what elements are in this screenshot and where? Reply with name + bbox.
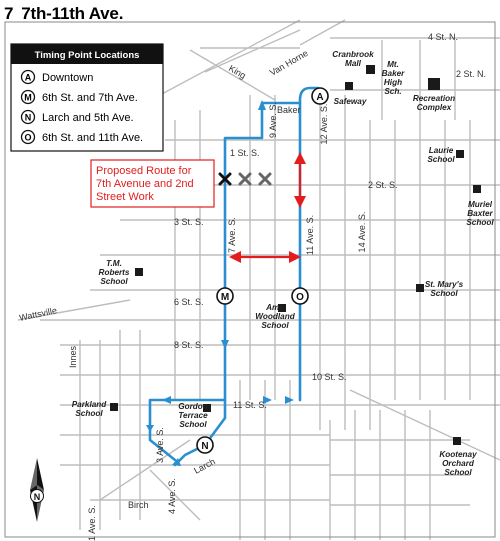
- route-number: 7: [4, 4, 14, 23]
- street-label: 1 Ave. S.: [87, 505, 97, 541]
- svg-text:M: M: [220, 292, 230, 303]
- street-label: 2 St. S.: [368, 180, 398, 190]
- legend-item: [22, 71, 94, 85]
- legend-label: Downtown: [42, 72, 94, 84]
- landmark-label-st-marys: St. Mary's School: [424, 280, 464, 298]
- svg-text:O: O: [296, 292, 304, 303]
- street-label: Wattsville: [18, 305, 58, 323]
- landmark-label-safeway: Safeway: [333, 97, 367, 106]
- street-label: 4 St. N.: [428, 32, 459, 42]
- road-closure-marks: [220, 174, 270, 184]
- street-label: 2 St. N.: [456, 69, 487, 79]
- street-label: 11 Ave. S.: [305, 214, 315, 256]
- svg-text:N: N: [201, 441, 209, 452]
- timing-point-m: [217, 288, 233, 304]
- street-label: 9 Ave. S.: [268, 102, 278, 138]
- street-label: 3 Ave. S.: [155, 427, 165, 463]
- route-name: 7th-11th Ave.: [21, 4, 124, 23]
- tm-roberts-marker: [135, 268, 143, 276]
- landmark-label-recreation: Recreation Complex: [412, 94, 456, 112]
- timing-point-markers: [197, 88, 328, 453]
- street-label: 1 St. S.: [230, 148, 260, 158]
- timing-point-legend: [11, 44, 163, 151]
- north-arrow-icon: [30, 458, 44, 522]
- proposed-route-callout: [91, 160, 214, 207]
- legend-label: 6th St. and 7th Ave.: [42, 92, 138, 104]
- street-label: 12 Ave. S.: [319, 103, 329, 145]
- parkland-marker: [110, 403, 118, 411]
- street-label: 4 Ave. S.: [167, 478, 177, 514]
- landmark-label-amy: Amy Woodland School: [255, 303, 295, 330]
- svg-text:A: A: [316, 92, 324, 103]
- timing-point-o: [292, 288, 308, 304]
- street-label: 10 St. S.: [312, 372, 347, 382]
- street-label: 8 St. S.: [174, 340, 204, 350]
- kootenay-marker: [453, 437, 461, 445]
- landmark-label-gordon: Gordon Terrace School: [178, 402, 208, 429]
- closure-x-icon: [260, 174, 270, 184]
- closure-x-icon: [240, 174, 250, 184]
- street-label: Larch: [192, 456, 217, 476]
- proposed-detour-arrows: [229, 152, 306, 263]
- street-label: 14 Ave. S.: [357, 211, 367, 253]
- street-label: Baker: [277, 105, 301, 115]
- landmark-label-kootenay: Kootenay Orchard School: [439, 450, 477, 477]
- callout-line: 7th Avenue and 2nd: [96, 178, 194, 190]
- street-label: Birch: [128, 500, 149, 510]
- muriel-marker: [473, 185, 481, 193]
- route-title: [4, 4, 123, 24]
- landmark-label-muriel: Muriel Baxter School: [466, 200, 494, 227]
- safeway-marker: [345, 82, 353, 90]
- landmark-label-tm-roberts: T.M. Roberts School: [98, 259, 130, 286]
- recreation-marker: [428, 78, 440, 90]
- svg-text:M: M: [24, 92, 32, 103]
- timing-point-n: [197, 437, 213, 453]
- street-label: 11 St. S.: [233, 400, 267, 410]
- street-label: 3 St. S.: [174, 217, 204, 227]
- route-arrows: [146, 100, 294, 466]
- callout-line: Proposed Route for: [96, 165, 192, 177]
- timing-point-a: [312, 88, 328, 104]
- street-label: 6 St. S.: [174, 297, 204, 307]
- callout-line: Street Work: [96, 191, 154, 203]
- svg-text:N: N: [24, 112, 32, 123]
- landmark-label-mt-baker: Mt. Baker High Sch.: [381, 60, 405, 96]
- legend-label: Larch and 5th Ave.: [42, 112, 134, 124]
- legend-heading: Timing Point Locations: [34, 50, 140, 61]
- st-marys-marker: [416, 284, 424, 292]
- compass-label: N: [33, 492, 41, 502]
- landmark-label-laurie: Laurie School: [427, 146, 455, 164]
- landmark-label-cranbrook-mall: Cranbrook Mall: [332, 50, 374, 68]
- svg-text:A: A: [24, 72, 32, 83]
- street-label: Van Horne: [268, 47, 310, 78]
- street-label: Innes: [68, 346, 78, 369]
- street-label: 7 Ave. S.: [227, 217, 237, 253]
- legend-label: 6th St. and 11th Ave.: [42, 132, 144, 144]
- street-label: King: [227, 63, 248, 81]
- laurie-marker: [456, 150, 464, 158]
- mt-baker-marker: [366, 65, 375, 74]
- landmark-label-parkland: Parkland School: [71, 400, 107, 418]
- svg-text:O: O: [24, 132, 32, 143]
